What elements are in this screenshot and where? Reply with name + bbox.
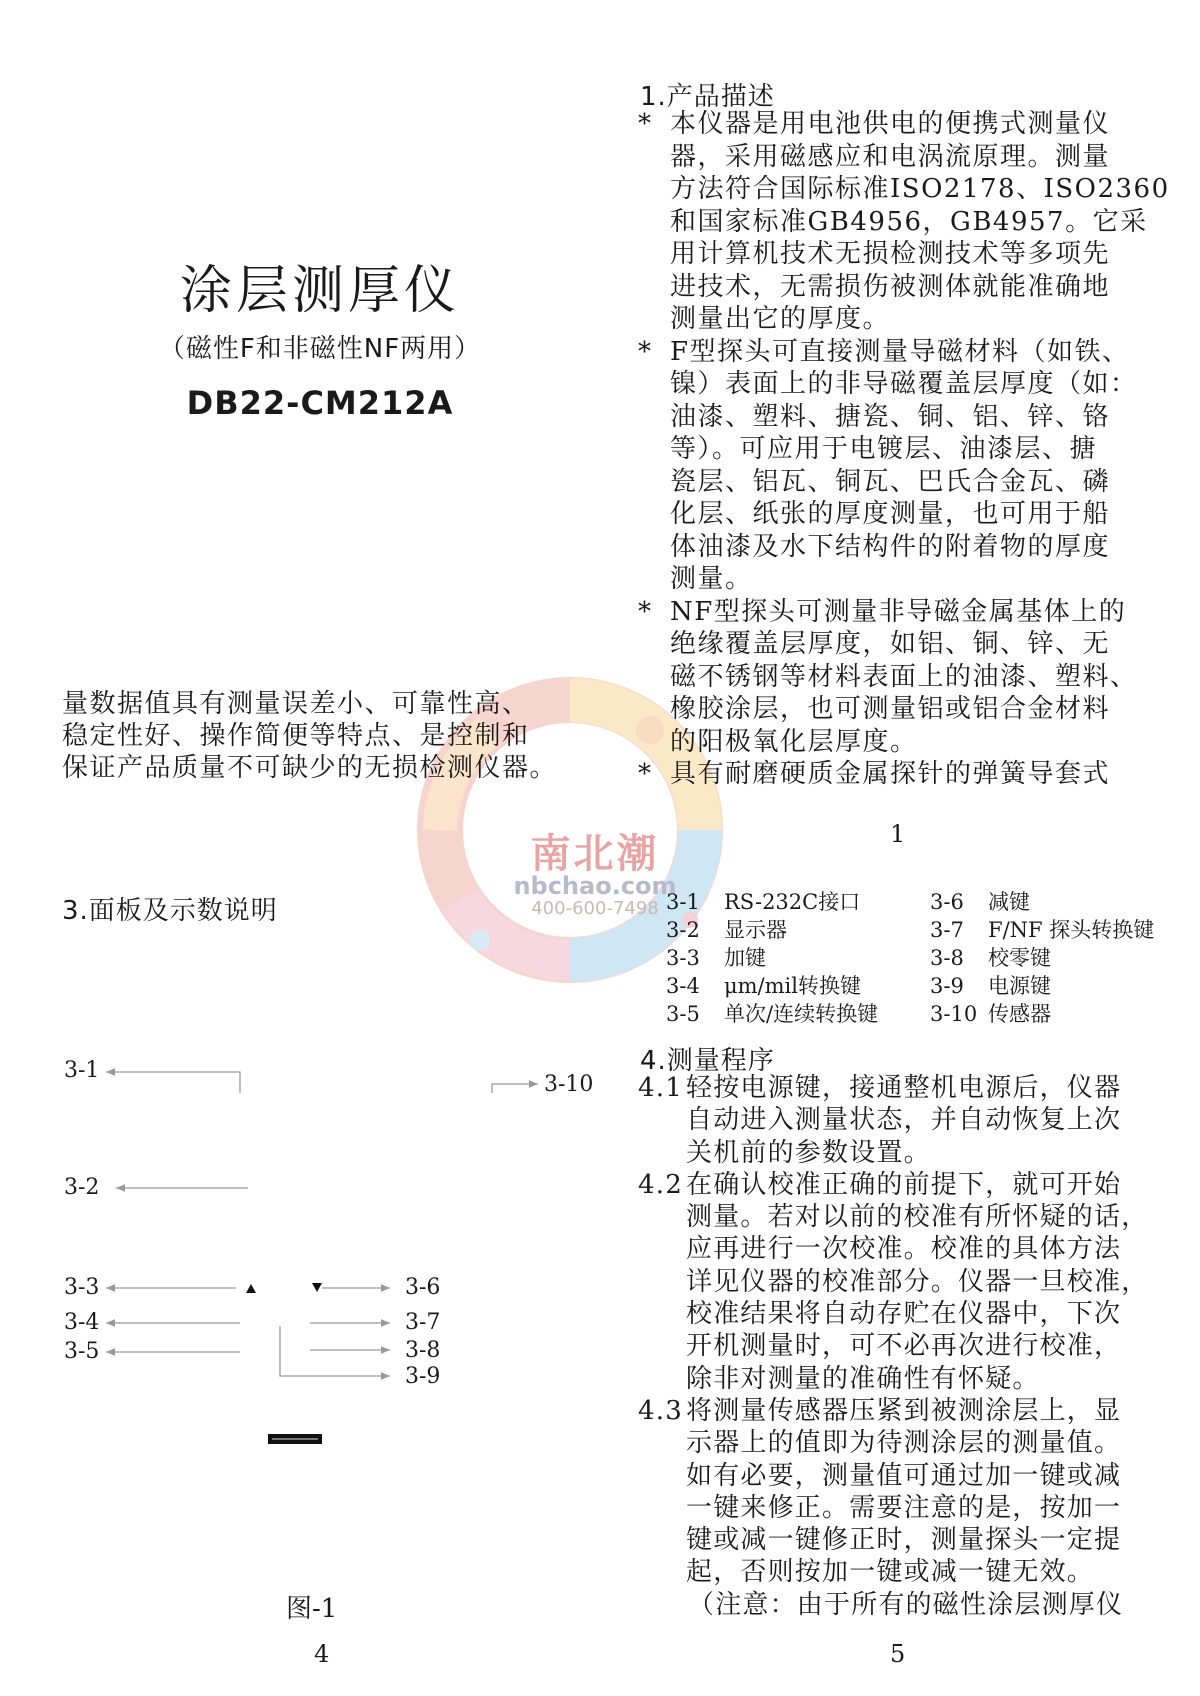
bullet-line: 测量。 — [670, 564, 753, 594]
bullet-line: 镍）表面上的非导磁覆盖层厚度（如： — [670, 369, 1138, 399]
section4-title: 4.测量程序 — [640, 1046, 775, 1076]
step-line: 示器上的值即为待测涂层的测量值。 — [686, 1428, 1122, 1459]
bullet-line: 等）。可应用于电镀层、油漆层、搪 — [670, 434, 1098, 464]
step-number: 4.1 — [638, 1073, 683, 1103]
leader-line-3-10 — [492, 1084, 538, 1093]
legend-column-1 — [666, 888, 878, 1028]
up-triangle-icon — [246, 1284, 256, 1293]
legend-text: μm/mil转换键 — [724, 974, 861, 998]
step-line: 起，否则按加一键或减一键无效。 — [686, 1557, 1095, 1588]
diagram-label-3-5: 3-5 — [64, 1339, 100, 1364]
diagram-label-3-4: 3-4 — [64, 1310, 100, 1335]
legend-text: F/NF 探头转换键 — [988, 918, 1155, 942]
diagram-label-3-3: 3-3 — [64, 1275, 100, 1300]
legend-code: 3-4 — [666, 974, 700, 998]
legend-code: 3-5 — [666, 1002, 700, 1026]
legend-item — [930, 1000, 1154, 1028]
bullet-line: 本仪器是用电池供电的便携式测量仪 — [670, 109, 1111, 139]
legend-item — [930, 888, 1154, 916]
list-item — [638, 336, 1178, 596]
legend-text: 传感器 — [988, 1002, 1051, 1026]
legend-code: 3-10 — [930, 1002, 978, 1026]
legend-item — [930, 916, 1154, 944]
legend-code: 3-6 — [930, 890, 964, 914]
legend-column-2 — [930, 888, 1154, 1028]
cover-model: DB22-CM212A — [186, 384, 454, 422]
page-number: 1 — [890, 820, 906, 848]
legend-text: 显示器 — [724, 918, 787, 942]
legend-text: 校零键 — [988, 946, 1051, 970]
bullet-line: 瓷层、铝瓦、铜瓦、巴氏合金瓦、磷 — [670, 466, 1111, 497]
watermark-site-text: nbchao.com — [513, 872, 677, 900]
bullet-line: 和国家标准GB4956，GB4957。它采 — [670, 206, 1148, 237]
step-line: 开机测量时，可不必再次进行校准， — [686, 1331, 1122, 1362]
bullet-line: 用计算机技术无损检测技术等多项先 — [670, 239, 1111, 269]
leader-line-3-1 — [106, 1072, 240, 1093]
bullet-line: 绝缘覆盖层厚度，如铝、铜、锌、无 — [670, 629, 1111, 659]
note-text: （注意：由于所有的磁性涂层测厚仪 — [688, 1589, 1124, 1620]
bullet-star: * — [638, 596, 653, 627]
step-line: 校准结果将自动存贮在仪器中，下次 — [686, 1299, 1122, 1330]
diagram-label-3-1: 3-1 — [64, 1058, 100, 1083]
legend-code: 3-7 — [930, 918, 964, 942]
bullet-star: * — [638, 759, 653, 789]
left-text-line: 稳定性好、操作简便等特点、是控制和 — [62, 721, 530, 751]
legend-item — [666, 916, 878, 944]
list-item — [638, 1395, 1178, 1589]
bullet-line: 体油漆及水下结构件的附着物的厚度 — [670, 531, 1111, 562]
bullet-line: 具有耐磨硬质金属探针的弹簧导套式 — [670, 759, 1111, 789]
bullet-line: 油漆、塑料、搪瓷、铜、铝、锌、铬 — [670, 401, 1111, 432]
step-line: 测量。若对以前的校准有所怀疑的话， — [686, 1202, 1149, 1233]
left-body-text — [62, 688, 557, 784]
step-line: 关机前的参数设置。 — [686, 1137, 931, 1168]
bullet-line: 的阳极氧化层厚度。 — [670, 726, 918, 757]
bullet-line: 化层、纸张的厚度测量，也可用于船 — [670, 499, 1111, 529]
legend-item — [666, 1000, 878, 1028]
diagram-label-3-10: 3-10 — [544, 1072, 594, 1097]
diagram-label-3-8: 3-8 — [405, 1338, 441, 1363]
legend-item — [666, 888, 878, 916]
bullet-line: F型探头可直接测量导磁材料（如铁、 — [670, 336, 1130, 367]
left-text-line: 保证产品质量不可缺少的无损检测仪器。 — [62, 753, 558, 783]
legend-text: RS-232C接口 — [724, 890, 861, 914]
cover-subtitle: （磁性F和非磁性NF两用） — [158, 334, 482, 364]
list-item — [638, 1072, 1178, 1169]
legend-code: 3-2 — [666, 918, 700, 942]
bullet-line: 橡胶涂层，也可测量铝或铝合金材料 — [670, 694, 1111, 724]
step-line: 轻按电源键，接通整机电源后，仪器 — [686, 1073, 1122, 1103]
section1-title: 1.产品描述 — [640, 82, 775, 112]
panel-diagram — [60, 1050, 620, 1450]
step-number: 4.2 — [638, 1169, 683, 1200]
diagram-label-3-6: 3-6 — [405, 1275, 441, 1300]
legend-item — [930, 972, 1154, 1000]
bullet-line: 磁不锈钢等材料表面上的油漆、塑料、 — [670, 661, 1138, 692]
page-number: 4 — [314, 1640, 330, 1668]
watermark-cn-text: 南北潮 — [530, 831, 660, 877]
bullet-line: 测量出它的厚度。 — [670, 304, 891, 334]
product-description-list — [638, 108, 1178, 791]
bullet-line: 器，采用磁感应和电涡流原理。测量 — [670, 141, 1111, 172]
list-item — [638, 758, 1178, 791]
measurement-steps — [638, 1072, 1178, 1621]
step-line: 应再进行一次校准。校准的具体方法 — [686, 1234, 1122, 1265]
legend-text: 减键 — [988, 890, 1030, 914]
legend-code: 3-3 — [666, 946, 700, 970]
leader-line-3-9 — [280, 1326, 390, 1376]
bullet-line: NF型探头可测量非导磁金属基体上的 — [670, 596, 1127, 627]
legend-code: 3-1 — [666, 890, 700, 914]
step-line: 将测量传感器压紧到被测涂层上，显 — [686, 1395, 1122, 1426]
diagram-label-3-9: 3-9 — [405, 1364, 441, 1389]
list-item — [638, 1169, 1178, 1395]
legend-code: 3-8 — [930, 946, 964, 970]
step-line: 在确认校准正确的前提下，就可开始 — [686, 1169, 1122, 1200]
section3-title: 3.面板及示数说明 — [62, 896, 278, 926]
step-line: 详见仪器的校准部分。仪器一旦校准， — [686, 1266, 1149, 1297]
legend-code: 3-9 — [930, 974, 964, 998]
diagram-label-3-2: 3-2 — [64, 1175, 100, 1200]
legend-item — [930, 944, 1154, 972]
legend-text: 电源键 — [988, 974, 1051, 998]
step-line: 除非对测量的准确性有怀疑。 — [686, 1363, 1040, 1394]
bullet-line: 方法符合国际标准ISO2178、ISO2360 — [670, 174, 1170, 204]
page-number: 5 — [890, 1640, 906, 1668]
legend-text: 单次/连续转换键 — [724, 1002, 879, 1026]
step-number: 4.3 — [638, 1395, 683, 1426]
figure-caption: 图-1 — [286, 1594, 338, 1624]
legend-item — [666, 972, 878, 1000]
step-line: 一键来修正。需要注意的是，按加一 — [686, 1492, 1122, 1523]
bullet-line: 进技术，无需损伤被测体就能准确地 — [670, 271, 1111, 302]
step-line: 自动进入测量状态，并自动恢复上次 — [686, 1105, 1122, 1136]
list-item — [638, 108, 1178, 336]
watermark-phone-text: 400-600-7498 — [531, 898, 659, 919]
legend-text: 加键 — [724, 946, 766, 970]
left-text-line: 量数据值具有测量误差小、可靠性高、 — [62, 689, 530, 719]
diagram-label-3-7: 3-7 — [405, 1310, 441, 1335]
bullet-star: * — [638, 109, 653, 139]
cover-title: 涂层测厚仪 — [179, 261, 460, 321]
step-line: 键或减一键修正时，测量探头一定提 — [686, 1525, 1122, 1556]
legend-item — [666, 944, 878, 972]
bullet-star: * — [638, 336, 653, 367]
step-line: 如有必要，测量值可通过加一键或减 — [686, 1460, 1122, 1491]
down-triangle-icon — [312, 1283, 322, 1292]
device-model-plate-line — [272, 1438, 318, 1440]
list-item — [638, 596, 1178, 759]
